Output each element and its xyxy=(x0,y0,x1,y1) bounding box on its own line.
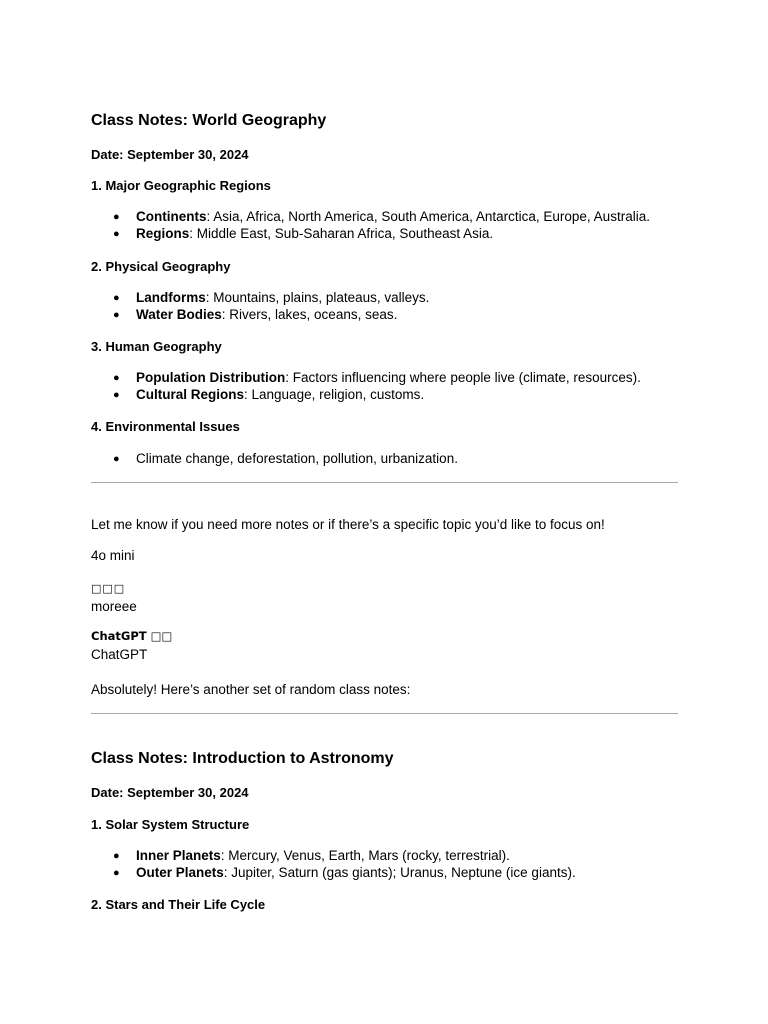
bullet-icon: ● xyxy=(113,389,120,401)
notes1-section-4-heading: 4. Environmental Issues xyxy=(91,419,240,434)
list-item-term: Outer Planets xyxy=(136,865,224,880)
notes2-section-1-heading: 1. Solar System Structure xyxy=(91,817,250,832)
list-item-desc: : Mercury, Venus, Earth, Mars (rocky, terrestrial). xyxy=(220,848,510,863)
model-label: 4o mini xyxy=(91,548,135,563)
list-item-term: Regions xyxy=(136,226,190,241)
followup-text: Let me know if you need more notes or if there’s a specific topic you’d like to focus on! xyxy=(91,517,605,532)
notes2-title: Class Notes: Introduction to Astronomy xyxy=(91,750,394,767)
list-item-term: Continents xyxy=(136,209,207,224)
list-item-term: Cultural Regions xyxy=(136,387,245,402)
bullet-icon: ● xyxy=(113,867,120,879)
bullet-icon: ● xyxy=(113,211,120,223)
notes1-section-2-heading: 2. Physical Geography xyxy=(91,259,231,274)
divider xyxy=(91,482,678,483)
list-item-desc: : Rivers, lakes, oceans, seas. xyxy=(221,307,398,322)
notes2-section-2-heading: 2. Stars and Their Life Cycle xyxy=(91,897,266,912)
bullet-icon: ● xyxy=(113,309,120,321)
notes1-title: Class Notes: World Geography xyxy=(91,112,327,129)
user-label: □□□ xyxy=(91,582,126,595)
bullet-icon: ● xyxy=(113,292,120,304)
list-item-term: Landforms xyxy=(136,290,206,305)
list-item-term: Inner Planets xyxy=(136,848,221,863)
bullet-icon: ● xyxy=(113,372,120,384)
bullet-icon: ● xyxy=(113,228,120,240)
reply-intro: Absolutely! Here’s another set of random class notes: xyxy=(91,682,411,697)
notes1-date: Date: September 30, 2024 xyxy=(91,147,249,162)
list-item-term: Water Bodies xyxy=(136,307,222,322)
list-item-desc: : Factors influencing where people live (climate, resources). xyxy=(285,370,641,385)
list-item-desc: : Middle East, Sub-Saharan Africa, Southeast Asia. xyxy=(189,226,494,241)
divider xyxy=(91,713,678,714)
assistant-label: ChatGPT □□ xyxy=(91,629,173,643)
list-item-desc: : Jupiter, Saturn (gas giants); Uranus, Neptune (ice giants). xyxy=(223,865,576,880)
list-item-desc: : Mountains, plains, plateaus, valleys. xyxy=(205,290,430,305)
assistant-name: ChatGPT xyxy=(91,647,148,662)
list-item-desc: Climate change, deforestation, pollution, urbanization. xyxy=(136,451,458,466)
notes1-section-1-heading: 1. Major Geographic Regions xyxy=(91,178,271,193)
list-item-term: Population Distribution xyxy=(136,370,286,385)
list-item-desc: : Asia, Africa, North America, South America, Antarctica, Europe, Australia. xyxy=(206,209,650,224)
bullet-icon: ● xyxy=(113,850,120,862)
bullet-icon: ● xyxy=(113,453,120,465)
list-item-desc: : Language, religion, customs. xyxy=(244,387,425,402)
notes1-section-3-heading: 3. Human Geography xyxy=(91,339,222,354)
user-message: moreee xyxy=(91,599,137,614)
notes2-date: Date: September 30, 2024 xyxy=(91,785,249,800)
